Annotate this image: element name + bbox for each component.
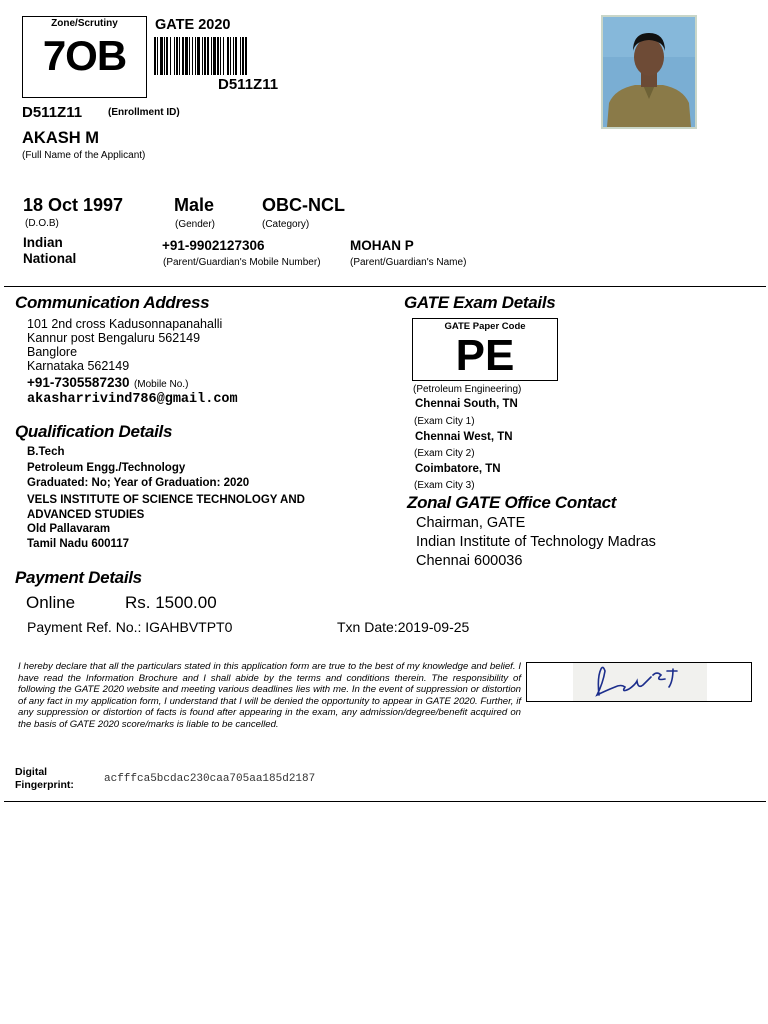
dob-value: 18 Oct 1997 — [23, 195, 124, 215]
nationality-line1: Indian — [23, 235, 63, 250]
gender-value: Male — [174, 195, 215, 215]
discipline: Petroleum Engg./Technology — [27, 461, 186, 474]
exam-details-title: GATE Exam Details — [404, 293, 556, 312]
fingerprint-value: acfffca5bcdac230caa705aa185d2187 — [104, 773, 316, 785]
exam-title: GATE 2020 — [155, 17, 231, 33]
payment-title: Payment Details — [15, 568, 142, 587]
communication-title: Communication Address — [15, 293, 210, 312]
qualification-block — [27, 445, 249, 492]
college-place: Old Pallavaram — [27, 523, 111, 535]
address-line: Banglore — [27, 345, 78, 359]
applicant-photo — [601, 15, 697, 129]
zonal-office-address — [416, 514, 656, 571]
mobile-label: (Mobile No.) — [133, 379, 189, 390]
divider-bottom — [4, 801, 766, 802]
exam-city-2-label: (Exam City 2) — [414, 448, 475, 459]
signature-box — [526, 662, 752, 702]
payment-amount: Rs. 1500.00 — [125, 593, 217, 612]
zone-label: Zone/Scrutiny — [51, 18, 118, 29]
enrollment-id-label: (Enrollment ID) — [108, 107, 180, 118]
fingerprint-label-line: Digital — [15, 766, 48, 778]
zone-box — [22, 16, 147, 98]
email-address: akasharrivind786@gmail.com — [27, 392, 238, 407]
dob-label: (D.O.B) — [25, 218, 59, 229]
address-line: Karnataka 562149 — [27, 359, 130, 373]
gender-label: (Gender) — [175, 219, 216, 230]
mobile-row — [27, 374, 188, 392]
zone-code: 7OB — [42, 32, 127, 79]
paper-code-label: GATE Paper Code — [444, 321, 526, 332]
qualification-title: Qualification Details — [15, 422, 173, 441]
exam-city-3-label: (Exam City 3) — [414, 480, 475, 491]
enrollment-id: D511Z11 — [22, 104, 83, 121]
exam-city-3: Coimbatore, TN — [415, 463, 501, 475]
category-value: OBC-NCL — [262, 195, 345, 215]
parent-mobile: +91-9902127306 — [162, 238, 265, 253]
exam-city-2: Chennai West, TN — [415, 431, 513, 443]
college-name-line: ADVANCED STUDIES — [27, 508, 145, 521]
zonal-line: Chennai 600036 — [416, 553, 523, 569]
exam-city-1: Chennai South, TN — [415, 398, 518, 410]
zonal-office-title: Zonal GATE Office Contact — [407, 493, 617, 512]
college-block — [27, 493, 305, 551]
payment-ref: Payment Ref. No.: IGAHBVTPT0 — [27, 619, 233, 635]
paper-name: (Petroleum Engineering) — [413, 384, 522, 395]
category-label: (Category) — [262, 219, 310, 230]
txn-date: Txn Date:2019-09-25 — [337, 619, 470, 635]
nationality-line2: National — [23, 251, 77, 266]
paper-code: PE — [455, 331, 515, 380]
address-line: Kannur post Bengaluru 562149 — [27, 331, 201, 345]
graduation-status: Graduated: No; Year of Graduation: 2020 — [27, 477, 250, 489]
fingerprint-label — [15, 766, 74, 792]
paper-code-box — [412, 318, 558, 381]
address-line: 101 2nd cross Kadusonnapanahalli — [27, 317, 223, 331]
payment-mode: Online — [26, 593, 76, 612]
divider-top — [4, 286, 766, 287]
fingerprint-label-line: Fingerprint: — [15, 779, 74, 791]
zonal-line: Indian Institute of Technology Madras — [416, 534, 656, 550]
parent-mobile-label: (Parent/Guardian's Mobile Number) — [163, 257, 321, 268]
address-block — [27, 317, 222, 373]
exam-city-1-label: (Exam City 1) — [414, 416, 475, 427]
zonal-line: Chairman, GATE — [416, 515, 526, 531]
signature-image — [527, 663, 751, 701]
degree: B.Tech — [27, 446, 65, 458]
declaration-text: I hereby declare that all the particulars stated in this application form are true to the best of my knowledge and belief. I have read the Information Brochure and I shall abide by the terms and conditions therein. The responsibility of following the GATE 2020 website and meeting various deadlines lies with me. In the event of suppression or distortion of any fact in my application form, I understand that I will be denied the opportunity to appear in GATE 2020. Further, if any suppression or distortion of facts is found after appearing in the exam, any admission/degree/benefit acquired on the basis of GATE 2020 score/marks is liable to be cancelled. — [18, 661, 521, 730]
applicant-name-label: (Full Name of the Applicant) — [22, 150, 146, 161]
parent-name: MOHAN P — [350, 238, 414, 253]
college-state: Tamil Nadu 600117 — [27, 537, 130, 550]
barcode-image — [154, 37, 336, 75]
college-name-line: VELS INSTITUTE OF SCIENCE TECHNOLOGY AND — [27, 494, 305, 506]
mobile-number: +91-7305587230 — [27, 375, 130, 390]
parent-name-label: (Parent/Guardian's Name) — [350, 257, 467, 268]
barcode-text: D511Z11 — [218, 76, 279, 93]
applicant-name: AKASH M — [22, 129, 99, 147]
